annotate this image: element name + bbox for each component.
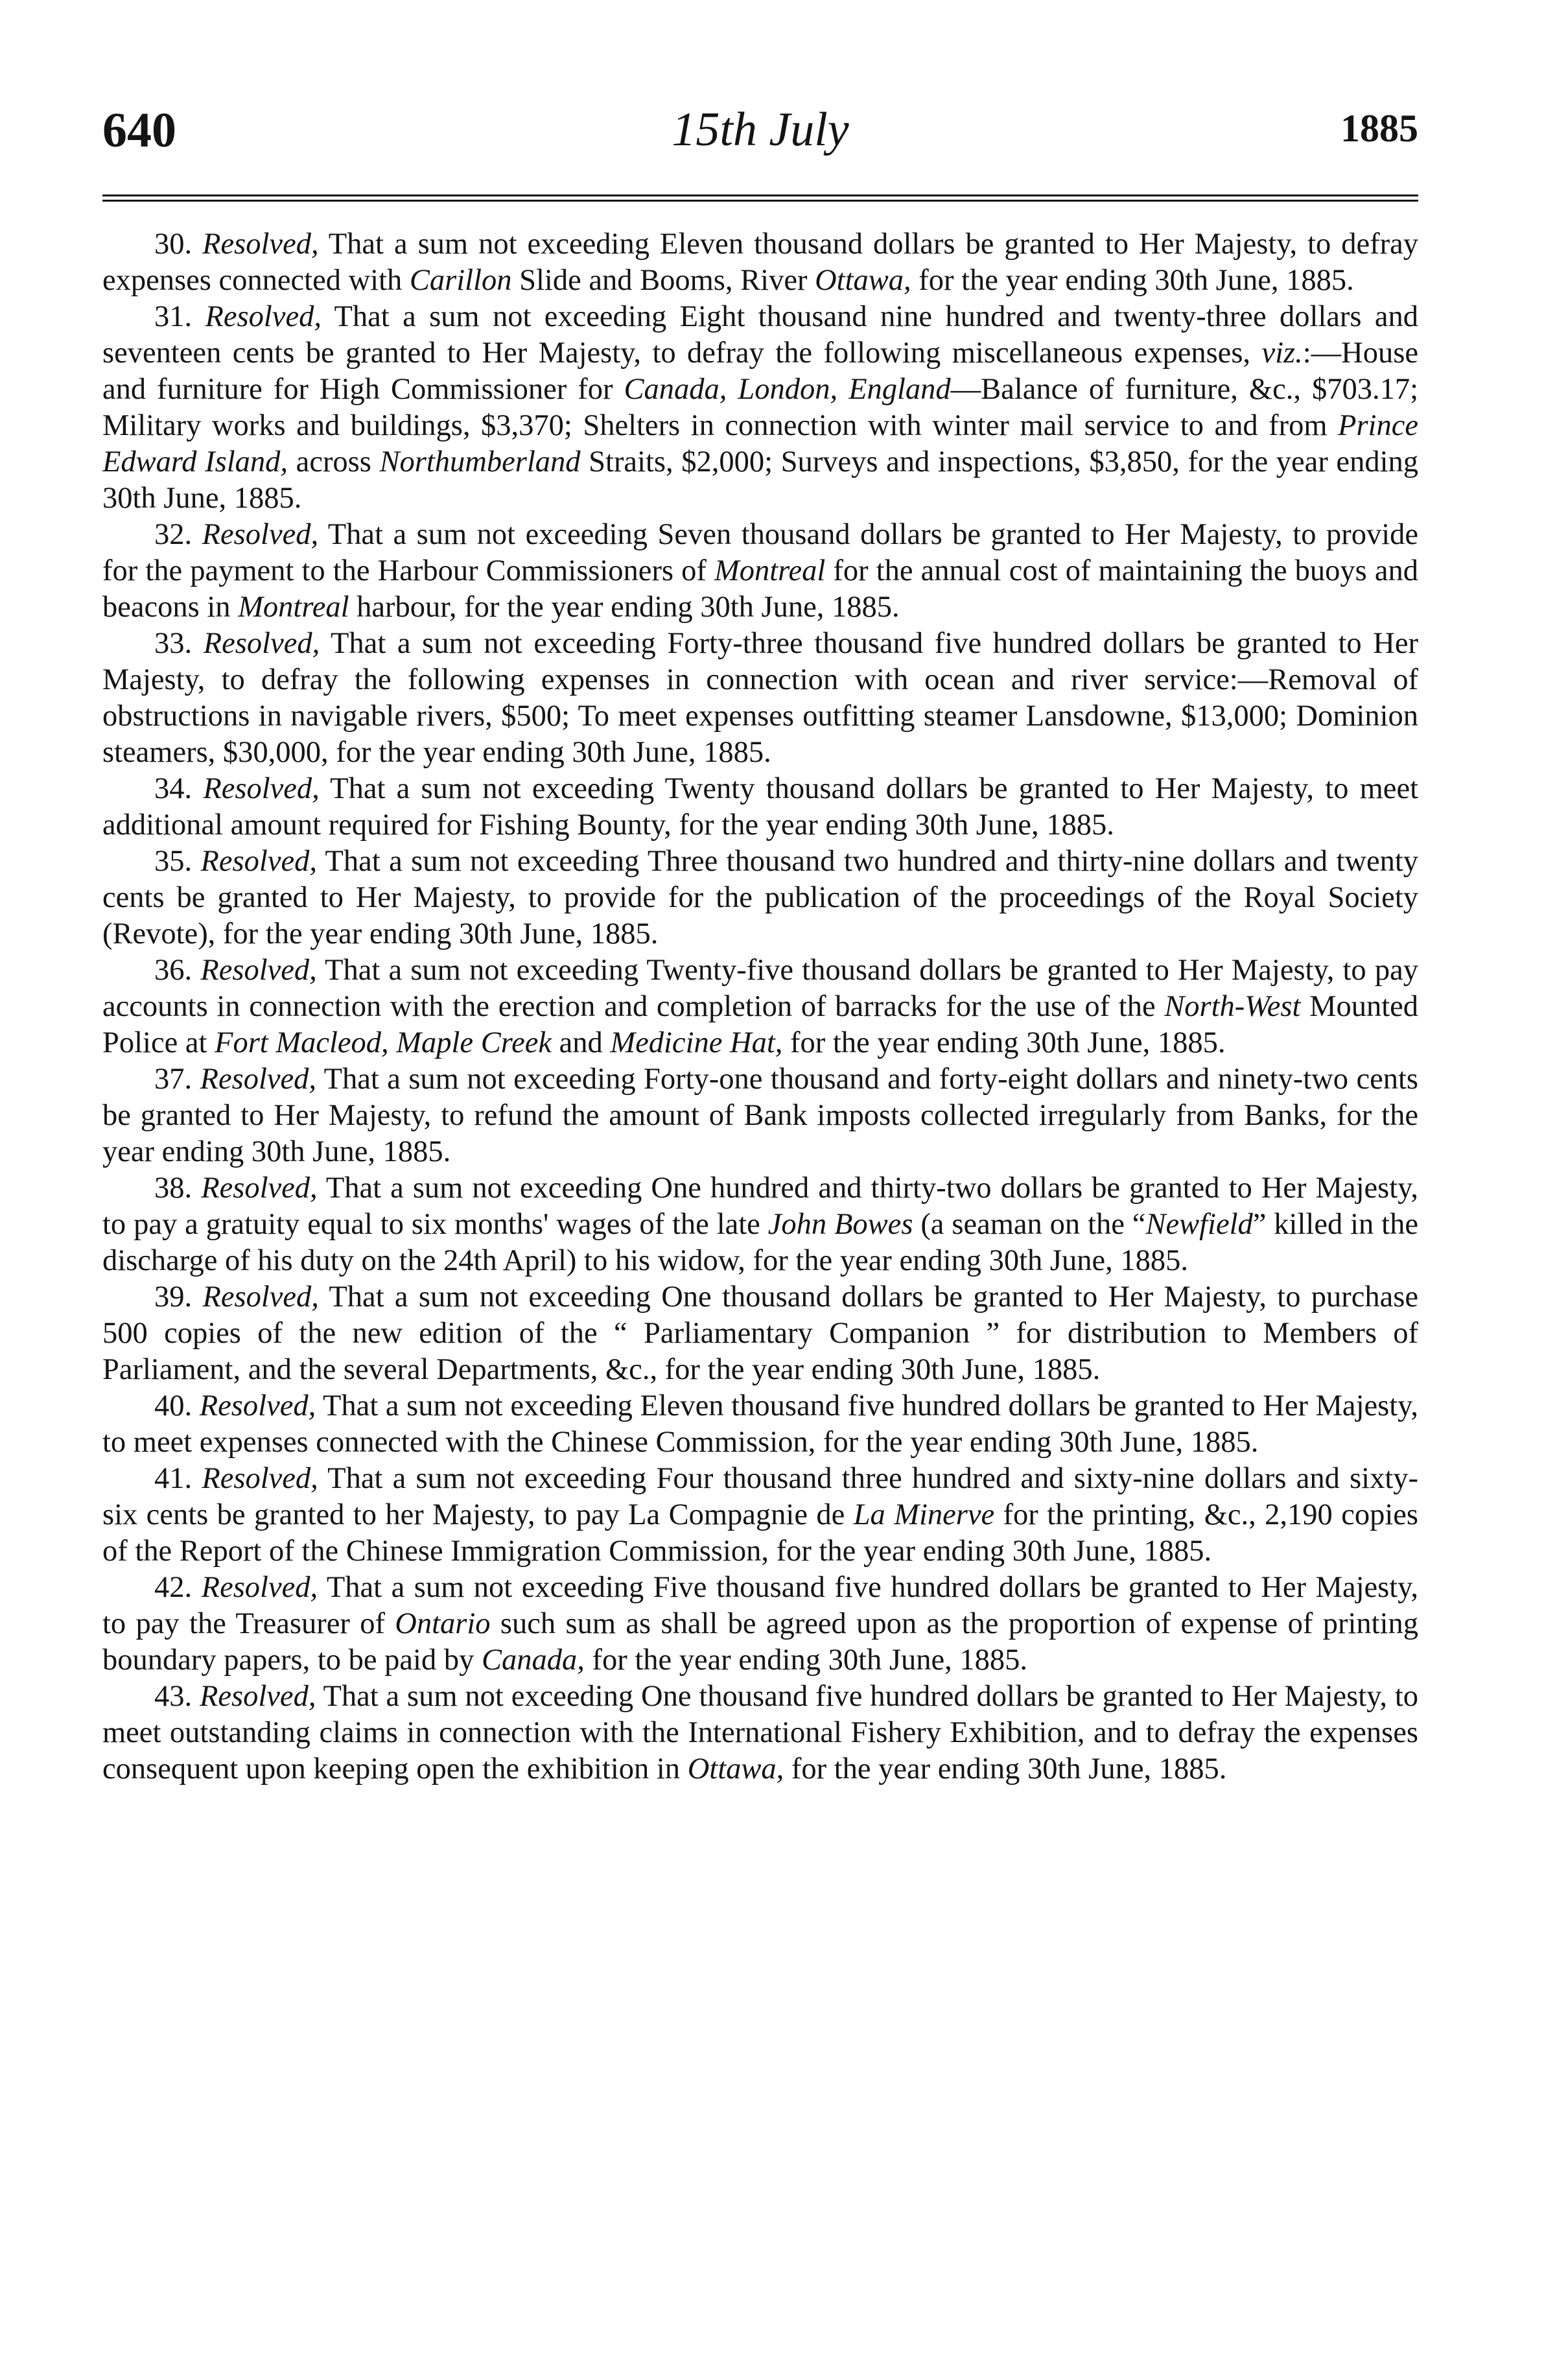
resolution-number: 38.: [154, 1172, 193, 1205]
text-segment: That a sum not exceeding Five thousand five hundred dollars be granted to Her Majesty, to pay the Treasurer of: [102, 1571, 1419, 1640]
text-segment: :—House and furniture for High Commissioner for: [102, 336, 1418, 406]
text-segment: Mounted Police at: [102, 990, 1418, 1059]
resolved-label: Resolved,: [203, 772, 320, 805]
resolved-label: Resolved,: [199, 1680, 316, 1713]
italic-text-segment: La Minerve: [853, 1498, 995, 1531]
resolution-paragraph: [102, 1388, 1418, 1461]
text-segment: harbour, for the year ending 30th June, 1885.: [349, 591, 900, 624]
resolution-number: 42.: [154, 1571, 193, 1604]
italic-text-segment: John Bowes: [767, 1208, 913, 1241]
resolution-number: 30.: [154, 228, 193, 261]
page-year: 1885: [1340, 107, 1418, 150]
text-segment: That a sum not exceeding Forty-one thousand and forty-eight dollars and ninety-two cents be granted to Her Majesty, to refund the amount of Bank imposts collected irregularly from Banks, for the year ending 30th June, 1885.: [102, 1063, 1419, 1168]
resolution-number: 32.: [154, 518, 193, 551]
text-segment: across: [288, 445, 380, 478]
text-segment: ” killed in the discharge of his duty on the 24th April) to his widow, for the year ending 30th June, 1885.: [102, 1208, 1418, 1277]
text-segment: for the printing, &c., 2,190 copies of the Report of the Chinese Immigration Commission, for the year ending 30th June, 1885.: [102, 1498, 1418, 1568]
italic-text-segment: Ottawa,: [815, 264, 911, 297]
resolution-paragraph: [102, 1679, 1418, 1787]
text-segment: and: [552, 1026, 611, 1059]
resolutions-list: [102, 226, 1418, 1787]
italic-text-segment: Canada,: [481, 1644, 585, 1677]
text-segment: for the year ending 30th June, 1885.: [584, 1644, 1028, 1677]
text-segment: That a sum not exceeding Seven thousand dollars be granted to Her Majesty, to provide for the payment to the Harbour Commissioners of: [102, 518, 1419, 587]
resolution-paragraph: [102, 517, 1418, 626]
resolution-number: 40.: [154, 1389, 193, 1422]
resolved-label: Resolved,: [200, 1063, 317, 1096]
resolution-number: 41.: [154, 1462, 193, 1495]
resolution-paragraph: [102, 1461, 1418, 1570]
resolution-paragraph: [102, 1170, 1418, 1279]
text-segment: That a sum not exceeding Three thousand two hundred and thirty-nine dollars and twenty cents be granted to Her Majesty, to provide for the publication of the proceedings of the Royal Society (Revote), for the year ending 30th June, 1885.: [102, 845, 1418, 950]
text-segment: That a sum not exceeding Four thousand three hundred and sixty-nine dollars and sixty-six cents be granted to her Majesty, to pay La Compagnie de: [102, 1462, 1418, 1531]
text-segment: (a seaman on the “: [913, 1208, 1146, 1241]
italic-text-segment: Fort Macleod, Maple Creek: [215, 1026, 552, 1059]
page-date: 15th July: [672, 103, 849, 156]
resolution-number: 33.: [154, 627, 193, 660]
resolution-paragraph: [102, 771, 1418, 843]
text-segment: —Balance of furniture, &c., $703.17; Military works and buildings, $3,370; Shelters in connection with winter mail service to and from: [102, 373, 1418, 442]
resolution-number: 34.: [154, 772, 193, 805]
italic-text-segment: Canada, London, England: [624, 373, 951, 406]
resolved-label: Resolved,: [201, 1172, 318, 1205]
resolved-label: Resolved,: [202, 1280, 319, 1314]
resolution-number: 31.: [154, 300, 193, 333]
resolved-label: Resolved,: [205, 300, 322, 333]
text-segment: That a sum not exceeding Forty-three thousand five hundred dollars be granted to Her Majesty, to defray the following expenses in connection with ocean and river service:—Removal of obstructions in navigable rivers, $500; To meet expenses outfitting steamer Lansdowne, $13,000; Dominion steamers, $30,000, for the year ending 30th June, 1885.: [102, 627, 1418, 769]
resolution-paragraph: [102, 626, 1418, 771]
resolution-paragraph: [102, 1279, 1418, 1388]
italic-text-segment: Ottawa,: [687, 1752, 784, 1786]
resolution-paragraph: [102, 299, 1418, 517]
resolution-paragraph: [102, 952, 1418, 1061]
text-segment: That a sum not exceeding One hundred and thirty-two dollars be granted to Her Majesty, to pay a gratuity equal to six months' wages of the late: [102, 1172, 1419, 1241]
italic-text-segment: Prince Edward Island,: [102, 409, 1418, 478]
italic-text-segment: Northumberland: [379, 445, 581, 478]
resolved-label: Resolved,: [202, 518, 319, 551]
resolved-label: Resolved,: [202, 1462, 318, 1495]
italic-text-segment: Montreal: [714, 554, 826, 587]
resolved-label: Resolved,: [200, 954, 317, 987]
text-segment: such sum as shall be agreed upon as the proportion of expense of printing boundary papers, to be paid by: [102, 1607, 1418, 1677]
text-segment: That a sum not exceeding Eleven thousand five hundred dollars be granted to Her Majesty, to meet expenses connected with the Chinese Commission, for the year ending 30th June, 1885.: [102, 1389, 1418, 1459]
resolved-label: Resolved,: [202, 228, 319, 261]
text-segment: for the year ending 30th June, 1885.: [782, 1026, 1226, 1059]
resolved-label: Resolved,: [203, 627, 320, 660]
resolution-number: 37.: [154, 1063, 193, 1096]
text-segment: That a sum not exceeding Eight thousand nine hundred and twenty-three dollars and seventeen cents be granted to Her Majesty, to defray the following miscellaneous expenses,: [102, 300, 1419, 370]
resolution-paragraph: [102, 226, 1418, 299]
italic-text-segment: Medicine Hat,: [610, 1026, 783, 1059]
resolved-label: Resolved,: [199, 1389, 316, 1422]
resolved-label: Resolved,: [200, 845, 317, 878]
italic-text-segment: North-West: [1164, 990, 1301, 1023]
header-rule: [102, 195, 1418, 202]
italic-text-segment: Ontario: [395, 1607, 491, 1640]
text-segment: That a sum not exceeding Eleven thousand dollars be granted to Her Majesty, to defray expenses connected with: [102, 228, 1418, 297]
text-segment: Straits, $2,000; Surveys and inspections, $3,850, for the year ending 30th June, 1885.: [102, 445, 1418, 515]
italic-text-segment: Carillon: [409, 264, 512, 297]
text-segment: for the year ending 30th June, 1885.: [911, 264, 1354, 297]
resolution-paragraph: [102, 1570, 1418, 1679]
resolution-paragraph: [102, 1061, 1418, 1170]
text-segment: Slide and Booms, River: [511, 264, 815, 297]
resolution-number: 36.: [154, 954, 193, 987]
text-segment: for the annual cost of maintaining the buoys and beacons in: [102, 554, 1419, 624]
resolution-number: 35.: [154, 845, 193, 878]
italic-text-segment: Newfield: [1145, 1208, 1253, 1241]
page-number: 640: [102, 103, 176, 158]
document-page: [102, 97, 1418, 1787]
italic-text-segment: viz.: [1261, 336, 1303, 370]
resolution-paragraph: [102, 843, 1418, 952]
italic-text-segment: Montreal: [238, 591, 349, 624]
text-segment: for the year ending 30th June, 1885.: [784, 1752, 1227, 1786]
page-header: [102, 97, 1418, 195]
resolution-number: 39.: [154, 1280, 193, 1314]
text-segment: That a sum not exceeding Twenty-five thousand dollars be granted to Her Majesty, to pay accounts in connection with the erection and completion of barracks for the use of the: [102, 954, 1418, 1023]
resolution-number: 43.: [154, 1680, 193, 1713]
text-segment: That a sum not exceeding One thousand dollars be granted to Her Majesty, to purchase 500 copies of the new edition of the “ Parliamentary Companion ” for distribution to Members of Parliament, and the several Departments, &c., for the year ending 30th June, 1885.: [102, 1280, 1419, 1386]
text-segment: That a sum not exceeding One thousand five hundred dollars be granted to Her Majesty, to meet outstanding claims in connection with the International Fishery Exhibition, and to defray the expenses consequent upon keeping open the exhibition in: [102, 1680, 1418, 1786]
resolved-label: Resolved,: [201, 1571, 318, 1604]
text-segment: That a sum not exceeding Twenty thousand dollars be granted to Her Majesty, to meet additional amount required for Fishing Bounty, for the year ending 30th June, 1885.: [102, 772, 1419, 842]
